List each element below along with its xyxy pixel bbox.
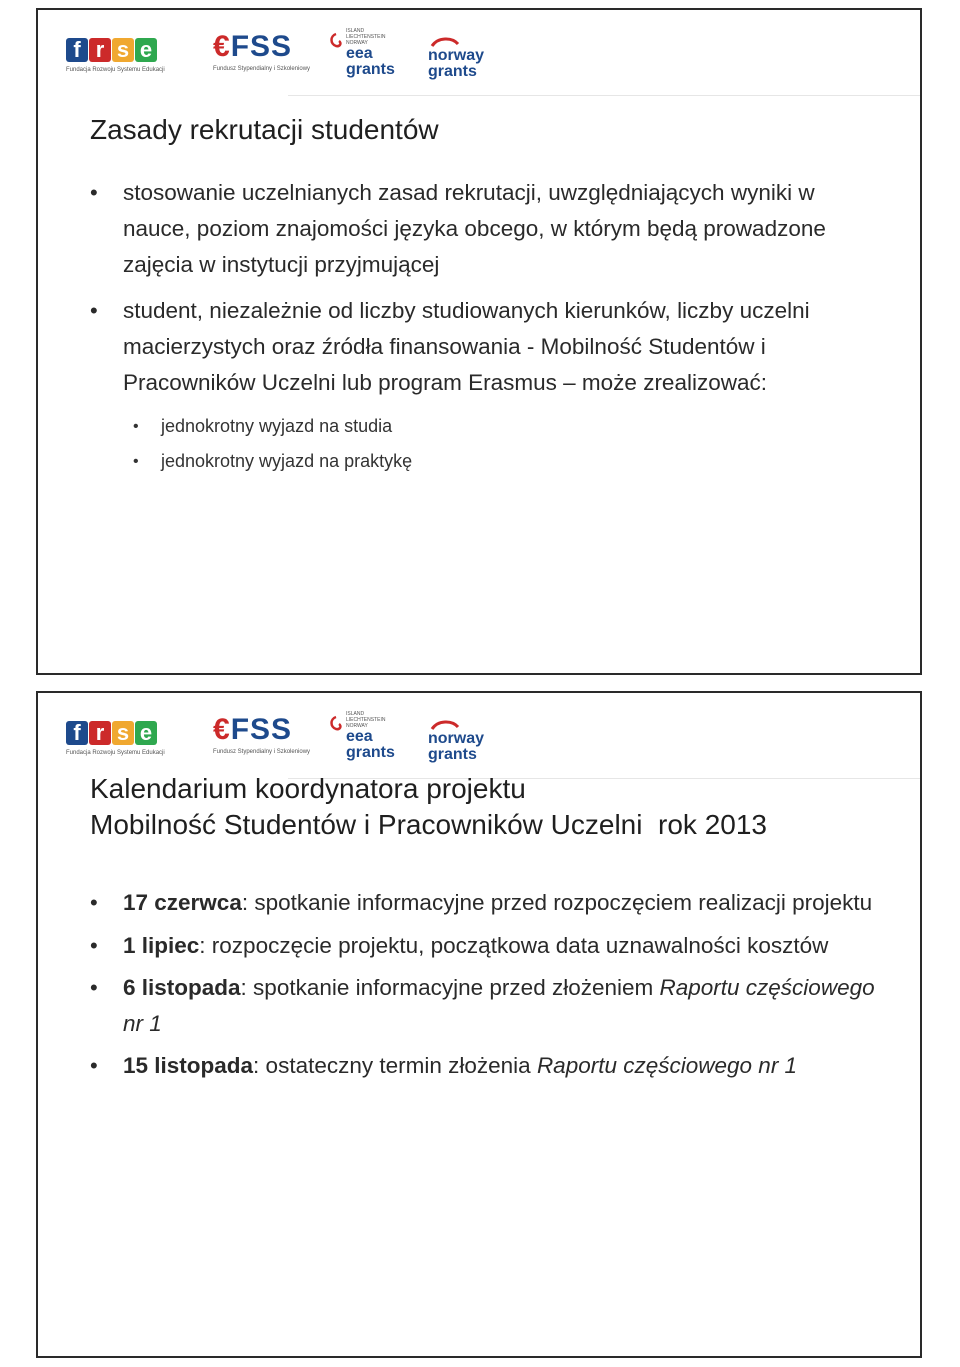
eea-grants-logo [328,711,395,761]
norway-line-1: norway [428,730,485,747]
eea-swirl-icon [328,715,344,737]
title-line-1: Kalendarium koordynatora projektu [90,773,526,804]
slide-2 [36,691,922,1358]
bullet-text: stosowanie uczelnianych zasad rekrutacji, uwzględniających wyniki w nauce, poziom znajomości języka obcego, w którym będą prowadzone zajęcia w instytucji przyjmującej [123,180,826,277]
slide-1 [36,8,922,675]
frse-letter: s [112,38,134,62]
frse-letter: r [89,721,111,745]
eea-grants-logo [328,28,395,78]
item-text: : rozpoczęcie projektu, początkowa data uznawalności kosztów [199,932,829,958]
logo-bar [38,693,920,783]
eea-line-2: grants [346,61,395,78]
eea-small-2: LIECHTENSTEIN [346,717,386,723]
item-text-italic: Raportu częściowego nr 1 [123,975,875,1036]
eea-line-2: grants [346,744,395,761]
item-text: : ostateczny termin złożenia [253,1053,537,1078]
norway-grants-logo [428,719,484,763]
eea-small-3: NORWAY [346,40,368,46]
calendar-item [90,1048,880,1084]
sub-bullet-list [123,409,880,479]
frse-letter: f [66,721,88,745]
norway-line-1: norway [428,47,485,64]
calendar-item [90,928,880,964]
item-date: 6 listopada [123,975,241,1000]
eea-swirl-icon [328,32,344,54]
frse-letter: s [112,721,134,745]
fss-logo: €FSS Fundusz Stypendialny i Szkoleniowy [213,30,311,72]
header-divider [288,95,920,96]
logo-bar [38,10,920,100]
frse-letter: f [66,38,88,62]
frse-letter: e [135,38,157,62]
frse-letter: e [135,721,157,745]
calendar-item [90,970,880,1041]
eea-small-3: NORWAY [346,723,368,729]
slide-title: Zasady rekrutacji studentów [90,114,439,145]
norway-line-2: grants [428,63,477,80]
sub-list-item: • jednokrotny wyjazd na praktykę [128,444,880,479]
eea-line-1: eea [346,45,373,62]
item-date: 1 lipiec [123,932,200,958]
title-line-2: Mobilność Studentów i Pracowników Uczelni rok 2013 [90,809,767,840]
sub-list-item: • jednokrotny wyjazd na studia [128,409,880,444]
calendar-list [90,885,880,1091]
list-item [90,175,880,283]
fss-mark: FSS [230,30,293,63]
frse-letter: r [89,38,111,62]
fss-mark: FSS [230,713,293,746]
frse-caption: Fundacja Rozwoju Systemu Edukacji [66,750,165,756]
frse-caption: Fundacja Rozwoju Systemu Edukacji [66,67,165,73]
frse-logo [66,38,165,73]
fss-caption: Fundusz Stypendialny i Szkoleniowy [213,66,311,72]
norway-grants-logo [428,36,484,80]
list-item [90,293,880,479]
norway-line-2: grants [428,746,477,763]
bullet-list [90,175,880,489]
calendar-item [90,885,880,921]
item-text-italic: Raportu częściowego nr 1 [536,1053,798,1078]
bullet-text: student, niezależnie od liczby studiowanych kierunków, liczby uczelni macierzystych oraz źródła finansowania - Mobilność Studentów i Pracowników Uczelni lub program Erasmus – może zrealizować: [123,298,810,395]
eea-small-1: ISLAND [346,711,365,717]
eea-small-1: ISLAND [346,28,365,34]
item-date: 17 czerwca [123,890,242,915]
item-text: : spotkanie informacyjne przed rozpoczęciem realizacji projektu [241,890,873,915]
slide-title [90,771,767,843]
fss-caption: Fundusz Stypendialny i Szkoleniowy [213,749,311,755]
item-date: 15 listopada [123,1053,254,1078]
eea-small-2: LIECHTENSTEIN [346,34,386,40]
fss-logo: €FSS Fundusz Stypendialny i Szkoleniowy [213,713,311,755]
eea-line-1: eea [346,728,373,745]
item-text: : spotkanie informacyjne przed złożeniem [240,975,660,1000]
frse-logo [66,721,165,756]
